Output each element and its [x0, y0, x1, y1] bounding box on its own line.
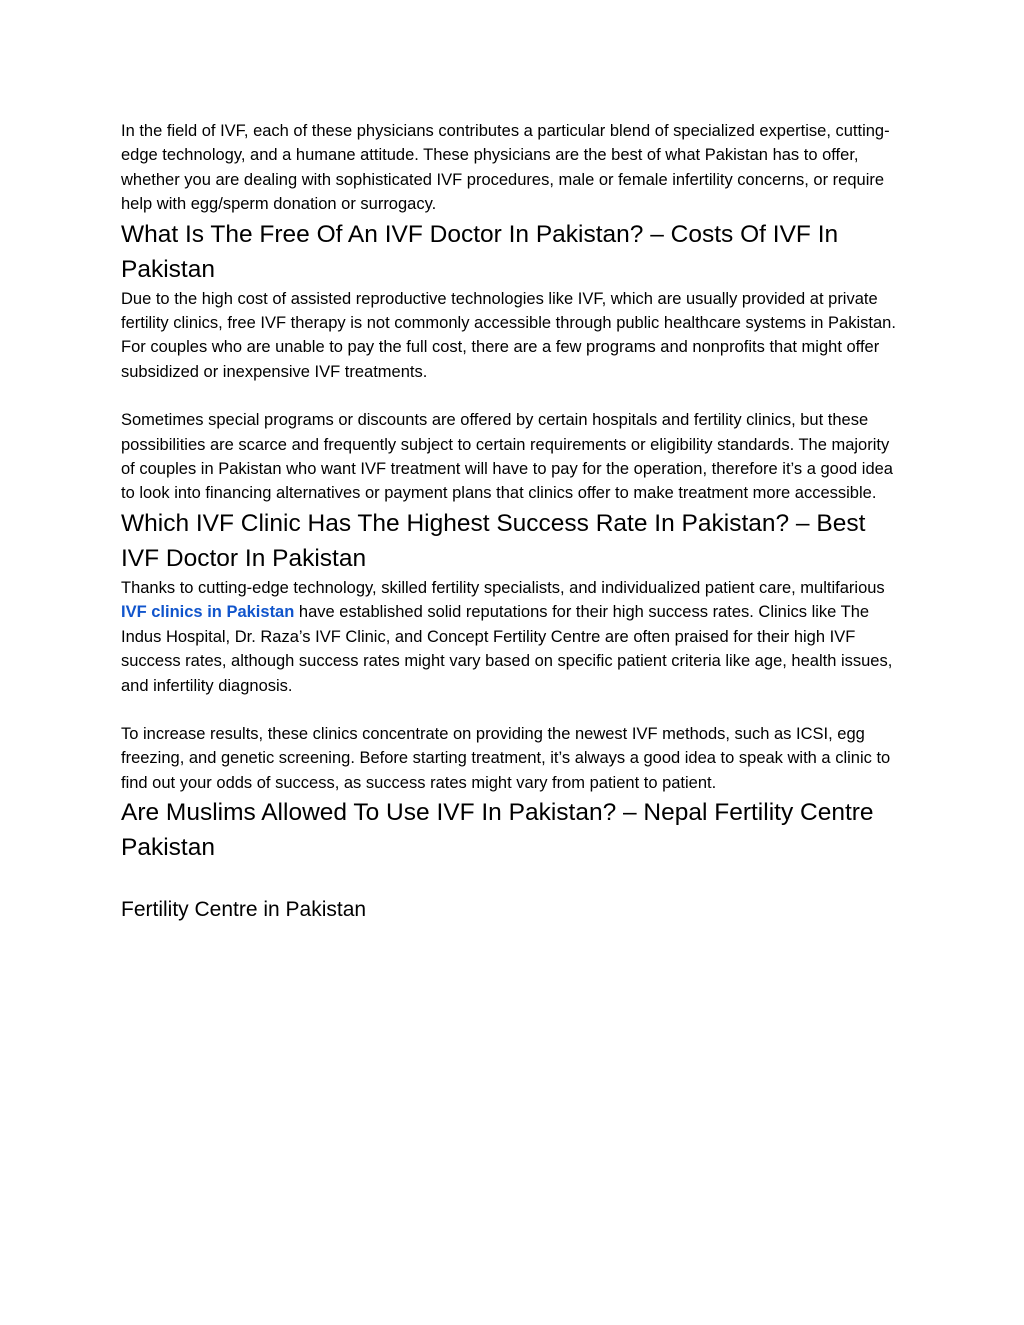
success-paragraph-1	[121, 576, 907, 698]
success-section-heading: Which IVF Clinic Has The Highest Success Rate In Pakistan? – Best IVF Doctor In Pakistan	[121, 509, 866, 572]
ivf-clinics-link[interactable]: IVF clinics in Pakistan	[121, 603, 295, 622]
fertility-centre-subheading: Fertility Centre in Pakistan	[121, 898, 367, 922]
success-paragraph-1-start: Thanks to cutting-edge technology, skilled fertility specialists, and individualized patient care, multifarious	[121, 578, 885, 597]
cost-section-heading: What Is The Free Of An IVF Doctor In Pakistan? – Costs Of IVF In Pakistan	[121, 220, 839, 283]
muslims-section-heading: Are Muslims Allowed To Use IVF In Pakistan? – Nepal Fertility Centre Pakistan	[121, 799, 874, 862]
success-paragraph-1-end: have established solid reputations for their high success rates. Clinics like The Indus Hospital, Dr. Raza’s IVF Clinic, and Concept Fertility Centre are often praised for their high IVF success rates, although success rates might vary based on specific patient criteria like age, health issues, and infertility diagnosis.	[121, 603, 893, 695]
intro-paragraph: In the field of IVF, each of these physicians contributes a particular blend of specialized expertise, cutting-edge technology, and a humane attitude. These physicians are the best of what Pakistan has to offer, whether you are dealing with sophisticated IVF procedures, male or female infertility concerns, or require help with egg/sperm donation or surrogacy.	[121, 122, 890, 214]
document-body	[121, 119, 907, 925]
cost-paragraph-2: Sometimes special programs or discounts are offered by certain hospitals and fertility clinics, but these possibilities are scarce and frequently subject to certain requirements or eligibility standards. The majority of couples in Pakistan who want IVF treatment will have to pay for the operation, therefore it’s a good idea to look into financing alternatives or payment plans that clinics offer to make treatment more accessible.	[121, 411, 893, 503]
cost-paragraph-1: Due to the high cost of assisted reproductive technologies like IVF, which are usually provided at private fertility clinics, free IVF therapy is not commonly accessible through public healthcare systems in Pakistan. For couples who are unable to pay the full cost, there are a few programs and nonprofits that might offer subsidized or inexpensive IVF treatments.	[121, 289, 896, 381]
success-paragraph-2: To increase results, these clinics concentrate on providing the newest IVF methods, such as ICSI, egg freezing, and genetic screening. Before starting treatment, it’s always a good idea to speak with a clinic to find out your odds of success, as success rates might vary from patient to patient.	[121, 724, 891, 792]
